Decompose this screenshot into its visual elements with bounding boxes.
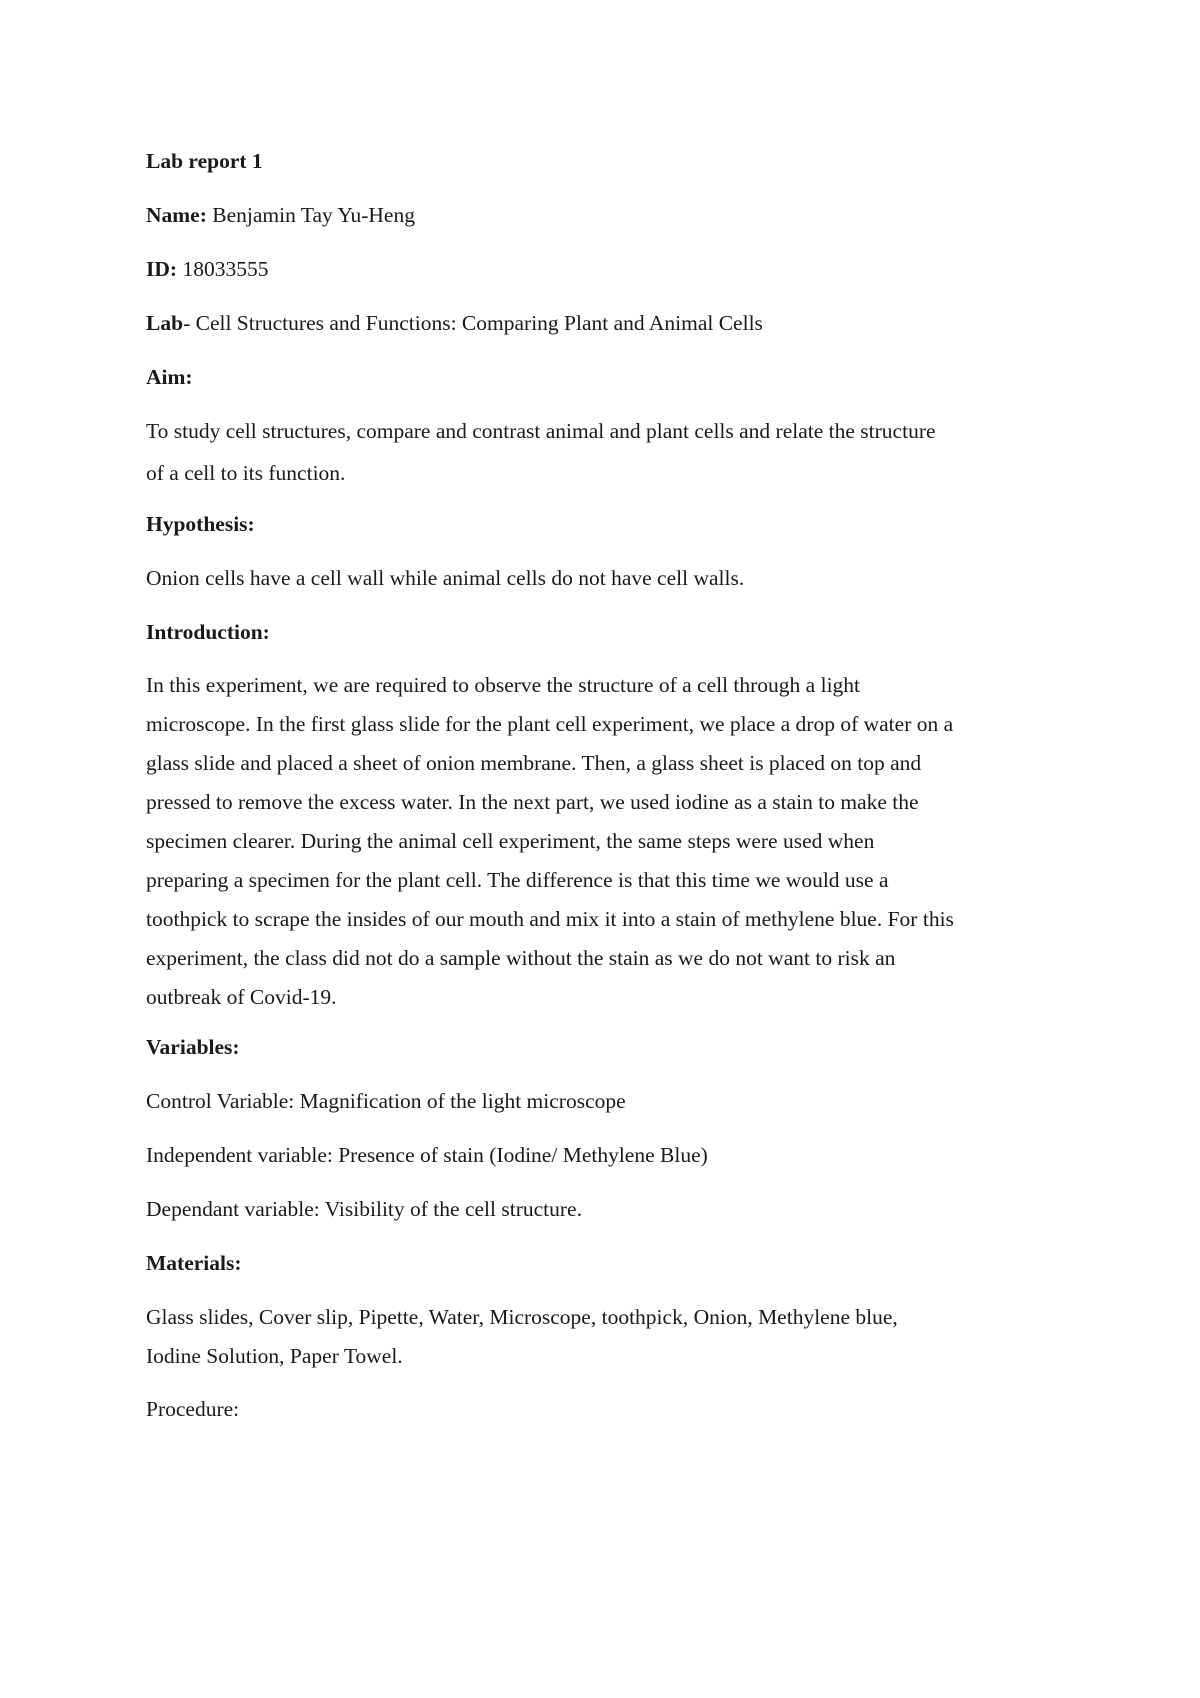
introduction-line: preparing a specimen for the plant cell. The difference is that this time we would use a bbox=[146, 868, 889, 892]
introduction-line: pressed to remove the excess water. In the next part, we used iodine as a stain to make the bbox=[146, 790, 919, 814]
aim-heading: Aim: bbox=[146, 365, 193, 389]
name-value: Benjamin Tay Yu-Heng bbox=[206, 203, 415, 227]
lab-label: Lab bbox=[146, 311, 184, 335]
lab-value: - Cell Structures and Functions: Comparing Plant and Animal Cells bbox=[183, 311, 763, 335]
introduction-line: specimen clearer. During the animal cell experiment, the same steps were used when bbox=[146, 829, 875, 853]
introduction-line: In this experiment, we are required to observe the structure of a cell through a light bbox=[146, 673, 861, 697]
hypothesis-heading: Hypothesis: bbox=[146, 512, 255, 536]
id-line bbox=[146, 248, 268, 290]
name-label: Name: bbox=[146, 203, 207, 227]
introduction-line: experiment, the class did not do a sample without the stain as we do not want to risk an bbox=[146, 946, 896, 970]
introduction-paragraph bbox=[146, 664, 1066, 1015]
id-value: 18033555 bbox=[177, 257, 269, 281]
variables-heading: Variables: bbox=[146, 1035, 240, 1059]
aim-line: of a cell to its function. bbox=[146, 461, 346, 485]
aim-paragraph bbox=[146, 410, 1066, 494]
materials-line: Iodine Solution, Paper Towel. bbox=[146, 1344, 403, 1368]
dependent-variable: Dependant variable: Visibility of the cell structure. bbox=[146, 1197, 582, 1221]
name-line bbox=[146, 194, 415, 236]
independent-variable: Independent variable: Presence of stain (Iodine/ Methylene Blue) bbox=[146, 1143, 708, 1167]
control-variable: Control Variable: Magnification of the light microscope bbox=[146, 1089, 626, 1113]
introduction-line: microscope. In the first glass slide for the plant cell experiment, we place a drop of water on a bbox=[146, 712, 954, 736]
materials-paragraph bbox=[146, 1296, 1066, 1374]
introduction-line: glass slide and placed a sheet of onion membrane. Then, a glass sheet is placed on top and bbox=[146, 751, 922, 775]
materials-line: Glass slides, Cover slip, Pipette, Water, Microscope, toothpick, Onion, Methylene blue, bbox=[146, 1305, 898, 1329]
materials-heading: Materials: bbox=[146, 1251, 242, 1275]
introduction-line: outbreak of Covid-19. bbox=[146, 985, 337, 1009]
introduction-line: toothpick to scrape the insides of our mouth and mix it into a stain of methylene blue. For this bbox=[146, 907, 954, 931]
hypothesis-text: Onion cells have a cell wall while animal cells do not have cell walls. bbox=[146, 566, 745, 590]
id-label: ID: bbox=[146, 257, 178, 281]
aim-line: To study cell structures, compare and contrast animal and plant cells and relate the structure bbox=[146, 419, 936, 443]
procedure-heading: Procedure: bbox=[146, 1397, 240, 1421]
lab-line bbox=[146, 302, 763, 344]
report-title: Lab report 1 bbox=[146, 149, 263, 173]
introduction-heading: Introduction: bbox=[146, 620, 270, 644]
